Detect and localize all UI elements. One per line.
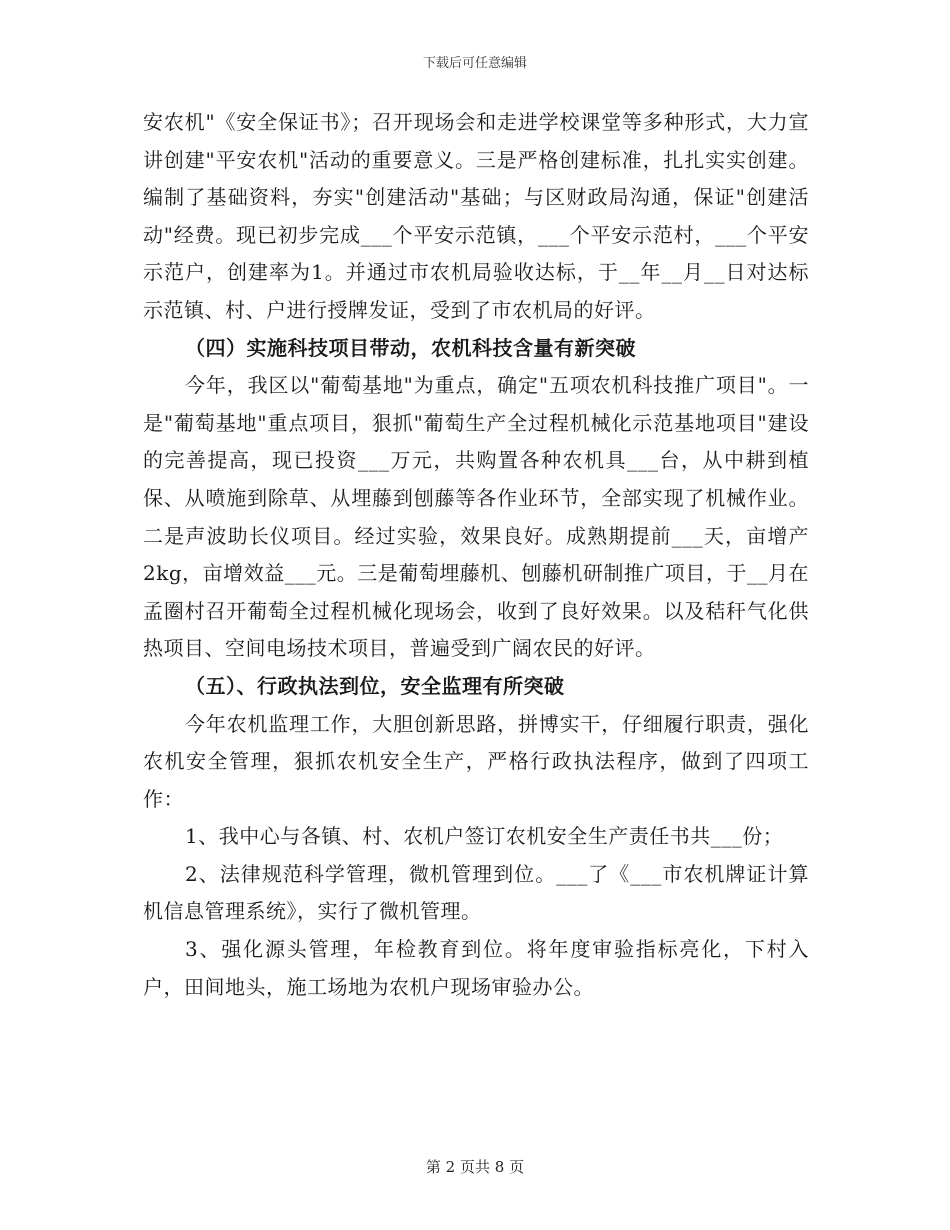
list-item-3: 3、强化源头管理，年检教育到位。将年度审验指标亮化，下村入户，田间地头，施工场地为农机户现场审验办公。 xyxy=(143,937,809,999)
paragraph-tech-projects: 今年，我区以"葡萄基地"为重点，确定"五项农机科技推广项目"。一是"葡萄基地"重点项目，狠抓"葡萄生产全过程机械化示范基地项目"建设的完善提高，现已投资___万元，共购置各种农机具___台，从中耕到植保、从喷施到除草、从埋藤到刨藤等各作业环节，全部实现了机械作业。二是声波助长仪项目。经过实验，效果良好。成熟期提前___天，亩增产2kg，亩增效益___元。三是葡萄埋藤机、刨藤机研制推广项目，于__月在孟圈村召开葡萄全过程机械化现场会，收到了良好效果。以及秸秆气化供热项目、空间电场技术项目，普遍受到广阔农民的好评。 xyxy=(143,373,809,661)
paragraph-supervision: 今年农机监理工作，大胆创新思路，拼博实干，仔细履行职责，强化农机安全管理，狠抓农机安全生产，严格行政执法程序，做到了四项工作： xyxy=(143,711,809,811)
section-heading-4: （四）实施科技项目带动，农机科技含量有新突破 xyxy=(185,335,636,360)
paragraph-continuation: 安农机"《安全保证书》；召开现场会和走进学校课堂等多种形式，大力宣讲创建"平安农机"活动的重要意义。三是严格创建标准，扎扎实实创建。编制了基础资料，夯实"创建活动"基础；与区财政局沟通，保证"创建活动"经费。现已初步完成___个平安示范镇，___个平安示范村，___个平安示范户，创建率为1。并通过市农机局验收达标，于__年__月__日对达标示范镇、村、户进行授牌发证，受到了市农机局的好评。 xyxy=(143,110,809,322)
list-item-2: 2、法律规范科学管理，微机管理到位。___了《___市农机牌证计算机信息管理系统》，实行了微机管理。 xyxy=(143,861,809,924)
page-footer: 第 2 页共 8 页 xyxy=(425,1158,525,1176)
list-item-1: 1、我中心与各镇、村、农机户签订农机安全生产责任书共___份； xyxy=(185,824,784,849)
section-heading-5: （五）、行政执法到位，安全监理有所突破 xyxy=(185,673,565,698)
page-header: 下载后可任意编辑 xyxy=(422,56,527,71)
document-body xyxy=(143,104,809,1006)
